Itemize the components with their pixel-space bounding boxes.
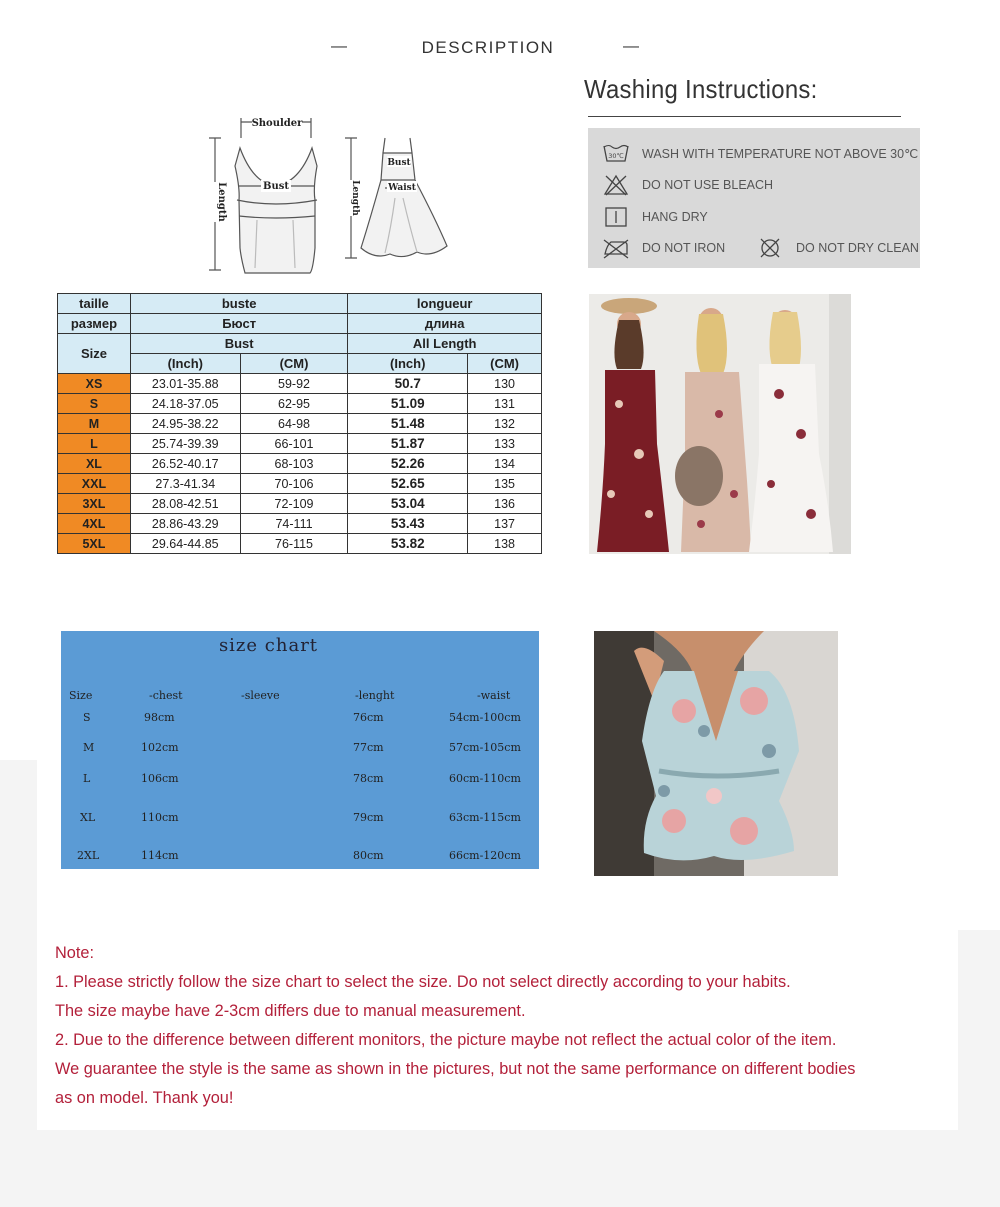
bust-inch-cell: 26.52-40.17 — [130, 454, 240, 474]
chart-header-length: -lenght — [355, 689, 395, 702]
washing-title: Washing Instructions: — [584, 74, 818, 104]
chart-waist-cell: 66cm-120cm — [449, 849, 521, 862]
background-right — [958, 930, 1000, 1207]
chart-length-cell: 76cm — [353, 711, 384, 724]
header-bust: Bust — [130, 334, 347, 354]
size-chart-panel — [61, 631, 539, 869]
product-photo-romper — [594, 631, 838, 876]
note-text-block — [55, 938, 955, 1107]
no-dry-clean-icon — [756, 237, 784, 259]
size-cell: S — [58, 394, 131, 414]
length-cm-cell: 131 — [468, 394, 542, 414]
bust-inch-cell: 23.01-35.88 — [130, 374, 240, 394]
chart-waist-cell: 54cm-100cm — [449, 711, 521, 724]
table-row — [58, 434, 542, 454]
chart-chest-cell: 98cm — [144, 711, 175, 724]
size-cell: M — [58, 414, 131, 434]
length-inch-cell: 52.65 — [348, 474, 468, 494]
size-table — [57, 293, 542, 554]
length-inch-cell: 53.82 — [348, 534, 468, 554]
table-row — [58, 394, 542, 414]
size-cell: 4XL — [58, 514, 131, 534]
wash-row-hang-dry — [602, 206, 708, 228]
diagram-bust-label: Bust — [263, 181, 289, 192]
title-dash-left: — — [331, 38, 347, 55]
length-cm-cell: 137 — [468, 514, 542, 534]
product-photo-models — [589, 294, 851, 554]
chart-size-cell: S — [83, 711, 91, 724]
bust-cm-cell: 74-111 — [240, 514, 348, 534]
hang-dry-icon — [602, 206, 630, 228]
header-length-cm: (CM) — [468, 354, 542, 374]
table-row — [58, 374, 542, 394]
length-cm-cell: 138 — [468, 534, 542, 554]
header-dlina: длина — [348, 314, 542, 334]
chart-chest-cell: 102cm — [141, 741, 179, 754]
bust-inch-cell: 28.08-42.51 — [130, 494, 240, 514]
length-inch-cell: 52.26 — [348, 454, 468, 474]
length-cm-cell: 132 — [468, 414, 542, 434]
table-row — [58, 514, 542, 534]
chart-header-sleeve: -sleeve — [241, 689, 280, 702]
wash-row-bleach — [602, 174, 773, 196]
chart-size-cell: L — [83, 772, 91, 785]
no-iron-icon — [602, 237, 630, 259]
bust-cm-cell: 64-98 — [240, 414, 348, 434]
note-section — [44, 930, 958, 1130]
svg-text:30℃: 30℃ — [608, 152, 624, 160]
wash-label-temperature: WASH WITH TEMPERATURE NOT ABOVE 30℃ — [642, 146, 919, 161]
length-cm-cell: 134 — [468, 454, 542, 474]
wash-row-iron — [602, 237, 725, 259]
note-line: We guarantee the style is the same as shown in the pictures, but not the same performance on different bodies — [55, 1059, 856, 1078]
chart-length-cell: 78cm — [353, 772, 384, 785]
bust-inch-cell: 27.3-41.34 — [130, 474, 240, 494]
bust-cm-cell: 68-103 — [240, 454, 348, 474]
washing-underline — [588, 116, 901, 117]
length-inch-cell: 51.48 — [348, 414, 468, 434]
bust-inch-cell: 25.74-39.39 — [130, 434, 240, 454]
table-row — [58, 474, 542, 494]
diagram-waist-label: Waist — [388, 183, 416, 193]
no-bleach-icon — [602, 174, 630, 196]
header-all-length: All Length — [348, 334, 542, 354]
title-dash-right: — — [623, 38, 639, 55]
bust-inch-cell: 29.64-44.85 — [130, 534, 240, 554]
wash-label-bleach: DO NOT USE BLEACH — [642, 178, 774, 192]
diagram-shoulder-label: Shoulder — [251, 118, 303, 129]
chart-header-size: Size — [69, 689, 93, 702]
chart-header-waist: -waist — [477, 689, 511, 702]
length-inch-cell: 51.09 — [348, 394, 468, 414]
length-inch-cell: 50.7 — [348, 374, 468, 394]
bust-cm-cell: 70-106 — [240, 474, 348, 494]
bust-cm-cell: 59-92 — [240, 374, 348, 394]
washing-panel — [588, 128, 920, 268]
chart-size-cell: M — [83, 741, 95, 754]
bust-inch-cell: 24.18-37.05 — [130, 394, 240, 414]
size-cell: 5XL — [58, 534, 131, 554]
chart-chest-cell: 110cm — [141, 811, 179, 824]
header-byust: Бюст — [130, 314, 347, 334]
header-taille: taille — [58, 294, 131, 314]
header-bust-inch: (Inch) — [130, 354, 240, 374]
chart-chest-cell: 106cm — [141, 772, 179, 785]
chart-size-cell: XL — [80, 811, 96, 824]
background-bottom — [0, 1130, 1000, 1207]
wash-30-icon — [602, 142, 630, 164]
note-line: 1. Please strictly follow the size chart to select the size. Do not select directly according to your habits. — [55, 972, 791, 991]
length-inch-cell: 53.04 — [348, 494, 468, 514]
note-line: The size maybe have 2-3cm differs due to manual measurement. — [55, 1001, 526, 1020]
length-cm-cell: 130 — [468, 374, 542, 394]
chart-header-chest: -chest — [149, 689, 183, 702]
note-line: 2. Due to the difference between different monitors, the picture maybe not reflect the actual color of the item. — [55, 1030, 837, 1049]
diagram-length-label: Length — [216, 182, 227, 222]
wash-label-iron: DO NOT IRON — [642, 241, 726, 255]
garment-measurement-diagram — [195, 108, 465, 276]
header-length-inch: (Inch) — [348, 354, 468, 374]
size-chart-title: size chart — [218, 635, 319, 656]
bust-inch-cell: 28.86-43.29 — [130, 514, 240, 534]
table-row — [58, 454, 542, 474]
note-heading: Note: — [55, 943, 95, 962]
wash-row-dry-clean — [756, 237, 919, 259]
diagram-bust-right-label: Bust — [387, 158, 411, 168]
table-row — [58, 494, 542, 514]
size-cell: 3XL — [58, 494, 131, 514]
length-cm-cell: 136 — [468, 494, 542, 514]
bust-inch-cell: 24.95-38.22 — [130, 414, 240, 434]
table-row — [58, 414, 542, 434]
chart-waist-cell: 57cm-105cm — [449, 741, 521, 754]
wash-row-temperature — [602, 142, 918, 164]
page-title: DESCRIPTION — [421, 38, 555, 57]
header-longueur: longueur — [348, 294, 542, 314]
size-cell: XXL — [58, 474, 131, 494]
diagram-length-right-label: Length — [350, 180, 360, 216]
length-inch-cell: 51.87 — [348, 434, 468, 454]
size-cell: XL — [58, 454, 131, 474]
bust-cm-cell: 76-115 — [240, 534, 348, 554]
size-cell: L — [58, 434, 131, 454]
chart-waist-cell: 63cm-115cm — [449, 811, 521, 824]
wash-label-hang-dry: HANG DRY — [642, 210, 708, 224]
chart-length-cell: 77cm — [353, 741, 384, 754]
length-cm-cell: 133 — [468, 434, 542, 454]
bust-cm-cell: 72-109 — [240, 494, 348, 514]
size-cell: XS — [58, 374, 131, 394]
length-inch-cell: 53.43 — [348, 514, 468, 534]
chart-waist-cell: 60cm-110cm — [449, 772, 521, 785]
table-row — [58, 534, 542, 554]
bust-cm-cell: 62-95 — [240, 394, 348, 414]
chart-length-cell: 79cm — [353, 811, 384, 824]
header-buste: buste — [130, 294, 347, 314]
chart-size-cell: 2XL — [77, 849, 100, 862]
bust-cm-cell: 66-101 — [240, 434, 348, 454]
chart-length-cell: 80cm — [353, 849, 384, 862]
chart-chest-cell: 114cm — [141, 849, 179, 862]
header-size: Size — [58, 334, 131, 374]
note-line: as on model. Thank you! — [55, 1088, 234, 1107]
header-razmer: размер — [58, 314, 131, 334]
wash-label-dry-clean: DO NOT DRY CLEAN — [796, 241, 919, 255]
length-cm-cell: 135 — [468, 474, 542, 494]
header-bust-cm: (CM) — [240, 354, 348, 374]
